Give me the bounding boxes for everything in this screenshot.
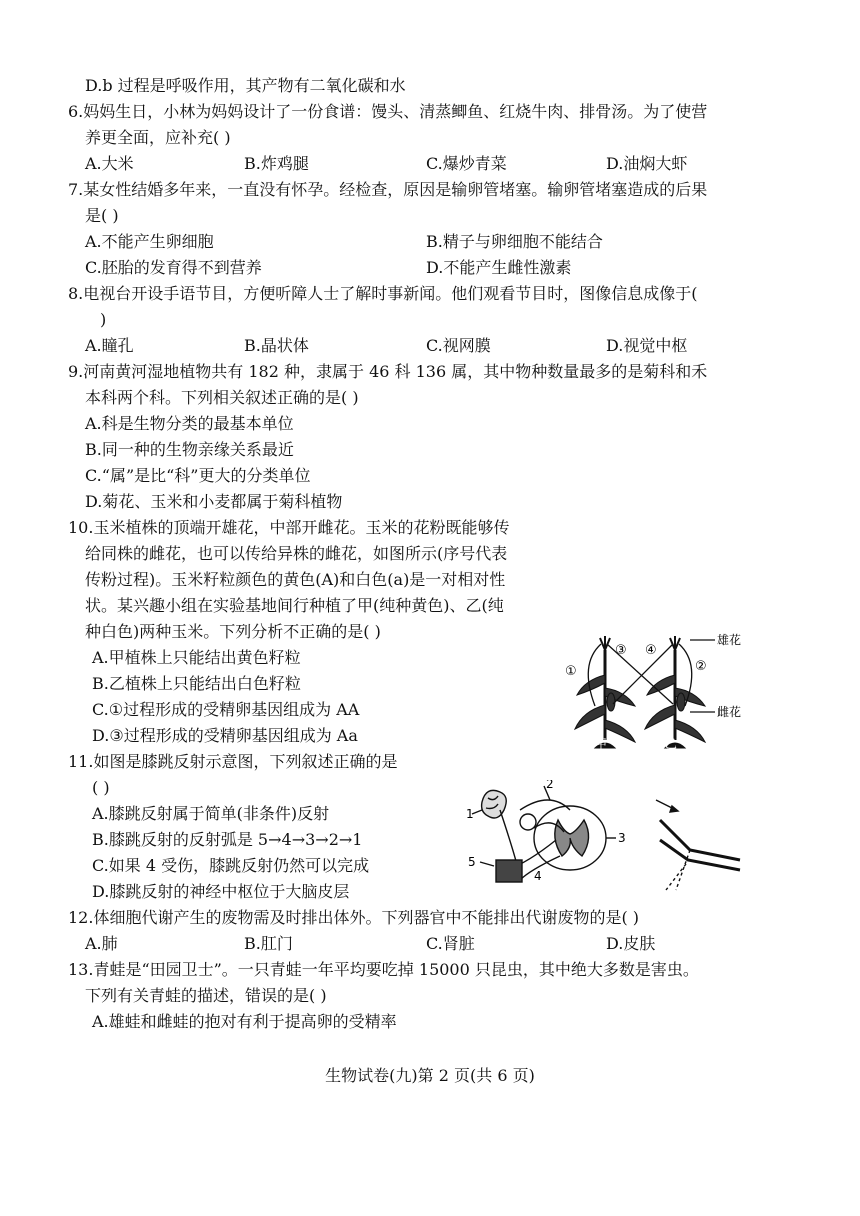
- q11-stem-line1: 11.如图是膝跳反射示意图，下列叙述正确的是: [68, 752, 398, 771]
- q11-stem-line2: ( ): [92, 778, 110, 797]
- q11-option-b: B.膝跳反射的反射弧是 5→4→3→2→1: [92, 830, 363, 849]
- q9-option-d: D.菊花、玉米和小麦都属于菊科植物: [85, 492, 343, 511]
- fig-label-1: 1: [466, 807, 474, 821]
- q10-option-a: A.甲植株上只能结出黄色籽粒: [92, 648, 301, 667]
- q12-option-d: D.皮肤: [606, 934, 656, 953]
- corn-pollination-figure: [555, 630, 755, 765]
- fig-n1: ①: [565, 664, 577, 679]
- q11-option-a: A.膝跳反射属于简单(非条件)反射: [92, 804, 330, 823]
- q13-option-a: A.雄蛙和雌蛙的抱对有利于提高卵的受精率: [92, 1012, 397, 1031]
- q7-option-b: B.精子与卵细胞不能结合: [426, 232, 603, 251]
- q5-option-d: D.b 过程是呼吸作用，其产物有二氧化碳和水: [85, 76, 406, 95]
- q6-option-c: C.爆炒青菜: [426, 154, 507, 173]
- q10-stem-line1: 10.玉米植株的顶端开雄花，中部开雌花。玉米的花粉既能够传: [68, 518, 510, 537]
- q8-stem-line2: ): [100, 310, 107, 329]
- fig-male-flower-label: 雄花: [717, 633, 742, 647]
- q7-stem-line1: 7.某女性结婚多年来，一直没有怀孕。经检查，原因是输卵管堵塞。输卵管堵塞造成的后果: [68, 180, 708, 199]
- q13-stem-line1: 13.青蛙是“田园卫士”。一只青蛙一年平均要吃掉 15000 只昆虫，其中绝大多数是害虫。: [68, 960, 699, 979]
- q12-option-a: A.肺: [85, 934, 118, 953]
- q11-option-c: C.如果 4 受伤，膝跳反射仍然可以完成: [92, 856, 370, 875]
- q7-option-c: C.胚胎的发育得不到营养: [85, 258, 262, 277]
- q6-option-b: B.炸鸡腿: [244, 154, 309, 173]
- fig-label-5: 5: [468, 855, 476, 869]
- page-footer: 生物试卷(九)第 2 页(共 6 页): [325, 1066, 535, 1085]
- q8-stem-line1: 8.电视台开设手语节目，方便听障人士了解时事新闻。他们观看节目时，图像信息成像于(: [68, 284, 698, 303]
- fig-label-4: 4: [534, 869, 542, 883]
- q10-stem-line5: 种白色)两种玉米。下列分析不正确的是( ): [85, 622, 381, 641]
- fig-plant-jia-label: 甲: [595, 737, 608, 751]
- q11-option-d: D.膝跳反射的神经中枢位于大脑皮层: [92, 882, 350, 901]
- q7-option-d: D.不能产生雌性激素: [426, 258, 572, 277]
- fig-female-flower-label: 雌花: [717, 705, 742, 719]
- q12-option-b: B.肛门: [244, 934, 293, 953]
- q9-option-a: A.科是生物分类的最基本单位: [85, 414, 294, 433]
- q6-option-d: D.油焖大虾: [606, 154, 688, 173]
- fig-n2: ②: [695, 659, 707, 674]
- q10-option-d: D.③过程形成的受精卵基因组成为 Aa: [92, 726, 358, 745]
- q10-stem-line3: 传粉过程)。玉米籽粒颜色的黄色(A)和白色(a)是一对相对性: [85, 570, 506, 589]
- fig-n4: ④: [645, 643, 657, 658]
- q9-stem-line2: 本科两个科。下列相关叙述正确的是( ): [85, 388, 359, 407]
- q7-stem-line2: 是( ): [85, 206, 119, 225]
- knee-reflex-figure: [460, 780, 760, 892]
- q10-option-c: C.①过程形成的受精卵基因组成为 AA: [92, 700, 360, 719]
- fig-plant-yi-label: 乙: [665, 737, 678, 751]
- q8-option-d: D.视觉中枢: [606, 336, 688, 355]
- q10-stem-line4: 状。某兴趣小组在实验基地间行种植了甲(纯种黄色)、乙(纯: [85, 596, 504, 615]
- q9-option-b: B.同一种的生物亲缘关系最近: [85, 440, 294, 459]
- q8-option-c: C.视网膜: [426, 336, 491, 355]
- q7-option-a: A.不能产生卵细胞: [85, 232, 214, 251]
- fig-n3: ③: [615, 643, 627, 658]
- q6-stem-line2: 养更全面，应补充( ): [85, 128, 231, 147]
- q12-stem: 12.体细胞代谢产生的废物需及时排出体外。下列器官中不能排出代谢废物的是( ): [68, 908, 640, 927]
- q6-option-a: A.大米: [85, 154, 134, 173]
- q13-stem-line2: 下列有关青蛙的描述，错误的是( ): [85, 986, 327, 1005]
- q6-stem-line1: 6.妈妈生日，小林为妈妈设计了一份食谱：馒头、清蒸鲫鱼、红烧牛肉、排骨汤。为了使营: [68, 102, 708, 121]
- fig-label-2: 2: [546, 780, 554, 791]
- q9-stem-line1: 9.河南黄河湿地植物共有 182 种，隶属于 46 科 136 属，其中物种数量最多的是菊科和禾: [68, 362, 708, 381]
- q10-stem-line2: 给同株的雌花，也可以传给异株的雌花，如图所示(序号代表: [85, 544, 508, 563]
- q10-option-b: B.乙植株上只能结出白色籽粒: [92, 674, 301, 693]
- q12-option-c: C.肾脏: [426, 934, 475, 953]
- q9-option-c: C.“属”是比“科”更大的分类单位: [85, 466, 311, 485]
- fig-label-3: 3: [618, 831, 626, 845]
- q8-option-a: A.瞳孔: [85, 336, 134, 355]
- q8-option-b: B.晶状体: [244, 336, 309, 355]
